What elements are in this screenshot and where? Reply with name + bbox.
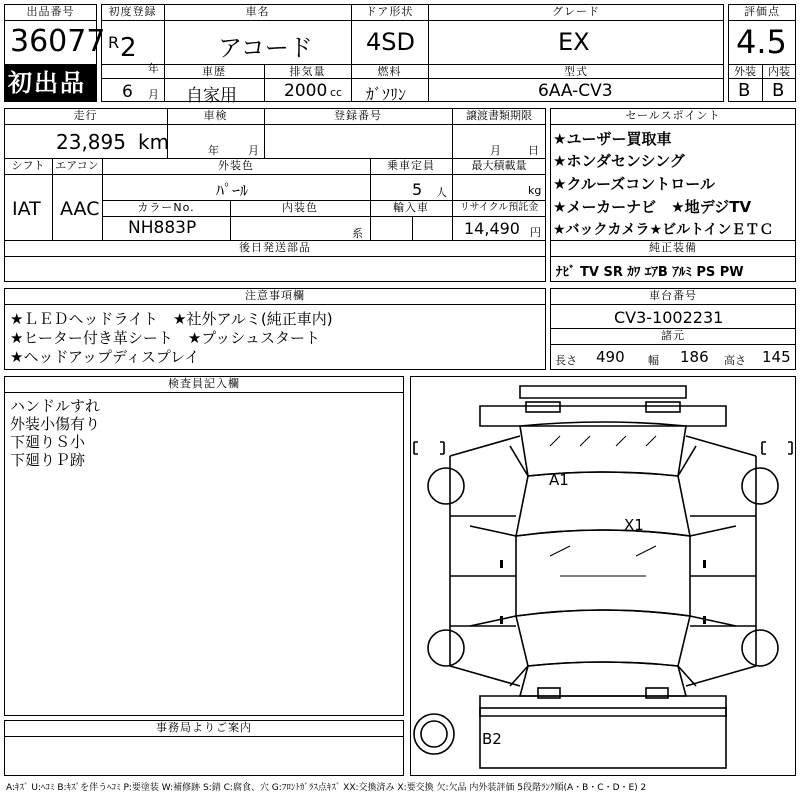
legend: A:ｷｽﾞ U:ﾍｺﾐ B:ｷｽﾞを伴うﾍｺﾐ P:要塗装 W:補修跡 S:錆 C:腐食、穴 G:ﾌﾛﾝﾄｶﾞﾗｽ点ｷｽﾞ XX:交換済み X:要交換 欠:欠品 内外装評価 5段階ﾗﾝｸ順(A・B・C・D・E) 2 — [6, 783, 647, 793]
color-no: NH883P — [128, 218, 197, 238]
sales-item: ★ユーザー買取車 — [553, 130, 672, 148]
max-load-unit: kg — [528, 184, 542, 197]
width-label: 幅 — [648, 354, 659, 367]
damage-mark: A1 — [549, 471, 569, 489]
history-label: 車歴 — [202, 65, 226, 78]
era-letter: R — [108, 33, 120, 52]
month-unit: 月 — [148, 88, 159, 101]
note-line: ★ＬＥＤヘッドライト ★社外アルミ(純正車内) — [10, 310, 333, 328]
ext-color: ﾊﾟｰﾙ — [216, 181, 249, 200]
grade: EX — [558, 28, 590, 56]
lot-number: 36077 — [10, 24, 106, 59]
ext-color-label: 外装色 — [218, 159, 254, 172]
first-reg-label: 初度登録 — [108, 5, 157, 18]
lot-no-label: 出品番号 — [26, 5, 75, 18]
transfer-month-unit: 月 — [490, 144, 501, 157]
transfer-day-unit: 日 — [528, 144, 539, 157]
car-outline-diagram — [410, 376, 796, 776]
length-label: 長さ — [555, 354, 577, 367]
import-label: 輸入車 — [393, 201, 429, 214]
recycle-label: リサイクル預託金 — [459, 202, 539, 213]
equipment-label: 純正装備 — [649, 241, 697, 254]
exterior-label: 外装 — [734, 65, 756, 78]
displacement: 2000 — [284, 81, 328, 101]
mileage: 23,895 — [56, 130, 126, 154]
fuel: ｶﾞｿﾘﾝ — [366, 85, 407, 104]
displacement-label: 排気量 — [289, 65, 326, 78]
chassis-label: 車台番号 — [649, 289, 697, 302]
model-code: 6AA-CV3 — [538, 81, 613, 101]
inspector-line: 下廻りＳ小 — [10, 433, 86, 451]
notes-label: 注意事項欄 — [245, 289, 305, 302]
car-name: アコード — [218, 34, 313, 62]
chassis-no: CV3-1002231 — [614, 308, 724, 327]
inspector-line: ハンドルすれ — [10, 397, 101, 415]
sales-item: ★バックカメラ★ビルトインＥＴＣ — [553, 222, 774, 238]
model-label: 型式 — [564, 65, 588, 78]
damage-mark: X1 — [624, 516, 644, 534]
sales-item: ★クルーズコントロール — [553, 175, 715, 193]
int-color-label: 内装色 — [282, 201, 318, 214]
grade-label: グレード — [552, 5, 600, 18]
door-type: 4SD — [366, 28, 415, 56]
color-no-label: カラーNo. — [137, 201, 195, 214]
recycle-amount: 14,490 — [464, 219, 520, 238]
length: 490 — [596, 348, 625, 366]
displacement-unit: cc — [330, 86, 343, 99]
sales-label: セールスポイント — [625, 109, 721, 122]
dims-label: 諸元 — [661, 329, 685, 342]
year-unit: 年 — [148, 62, 159, 75]
mileage-unit: km — [138, 130, 170, 154]
recycle-unit: 円 — [530, 226, 541, 239]
interior-grade: B — [772, 80, 785, 101]
exterior-grade: B — [738, 80, 751, 101]
reg-year: 2 — [120, 33, 137, 63]
inspection-label: 車検 — [203, 109, 228, 122]
fuel-label: 燃料 — [377, 65, 402, 78]
height-label: 高さ — [724, 354, 746, 367]
history: 自家用 — [186, 86, 237, 106]
note-line: ★ヒーター付き革シート ★プッシュスタート — [10, 329, 320, 347]
sales-item: ★メーカーナビ ★地デジTV — [553, 198, 752, 216]
ac-label: エアコン — [55, 159, 99, 172]
inspection-month-unit: 月 — [248, 144, 259, 157]
ac: AAC — [60, 198, 100, 220]
capacity: 5 — [412, 180, 423, 199]
inspector-line: 外装小傷有り — [10, 415, 101, 433]
inspection-year-unit: 年 — [208, 144, 219, 157]
reg-month: 6 — [122, 82, 133, 102]
door-label: ドア形状 — [365, 5, 414, 18]
interior-label: 内装 — [768, 65, 790, 78]
capacity-label: 乗車定員 — [387, 159, 435, 172]
inspector-label: 検査員記入欄 — [168, 377, 240, 390]
mileage-label: 走行 — [73, 109, 98, 122]
note-line: ★ヘッドアップディスプレイ — [10, 348, 200, 366]
first-listing-label: 初出品 — [8, 69, 86, 97]
equipment: ﾅﾋﾞ TV SR ｶﾜ ｴｱB ｱﾙﾐ PS PW — [556, 265, 744, 280]
max-load-label: 最大積載量 — [471, 159, 527, 172]
office-label: 事務局よりご案内 — [156, 721, 252, 734]
damage-mark: B2 — [482, 730, 502, 748]
shift: IAT — [12, 198, 41, 220]
transfer-label: 譲渡書類期限 — [466, 109, 532, 122]
car-name-label: 車名 — [245, 5, 270, 18]
sales-item: ★ホンダセンシング — [553, 152, 685, 170]
inspector-line: 下廻りＰ跡 — [10, 451, 86, 469]
score: 4.5 — [736, 23, 787, 61]
later-parts-label: 後日発送部品 — [239, 241, 311, 254]
shift-label: シフト — [11, 159, 45, 172]
score-label: 評価点 — [744, 5, 780, 18]
width: 186 — [680, 348, 709, 366]
capacity-unit: 人 — [436, 186, 447, 199]
int-color-suffix: 系 — [352, 227, 363, 240]
reg-no-label: 登録番号 — [334, 109, 382, 122]
height: 145 — [762, 348, 791, 366]
